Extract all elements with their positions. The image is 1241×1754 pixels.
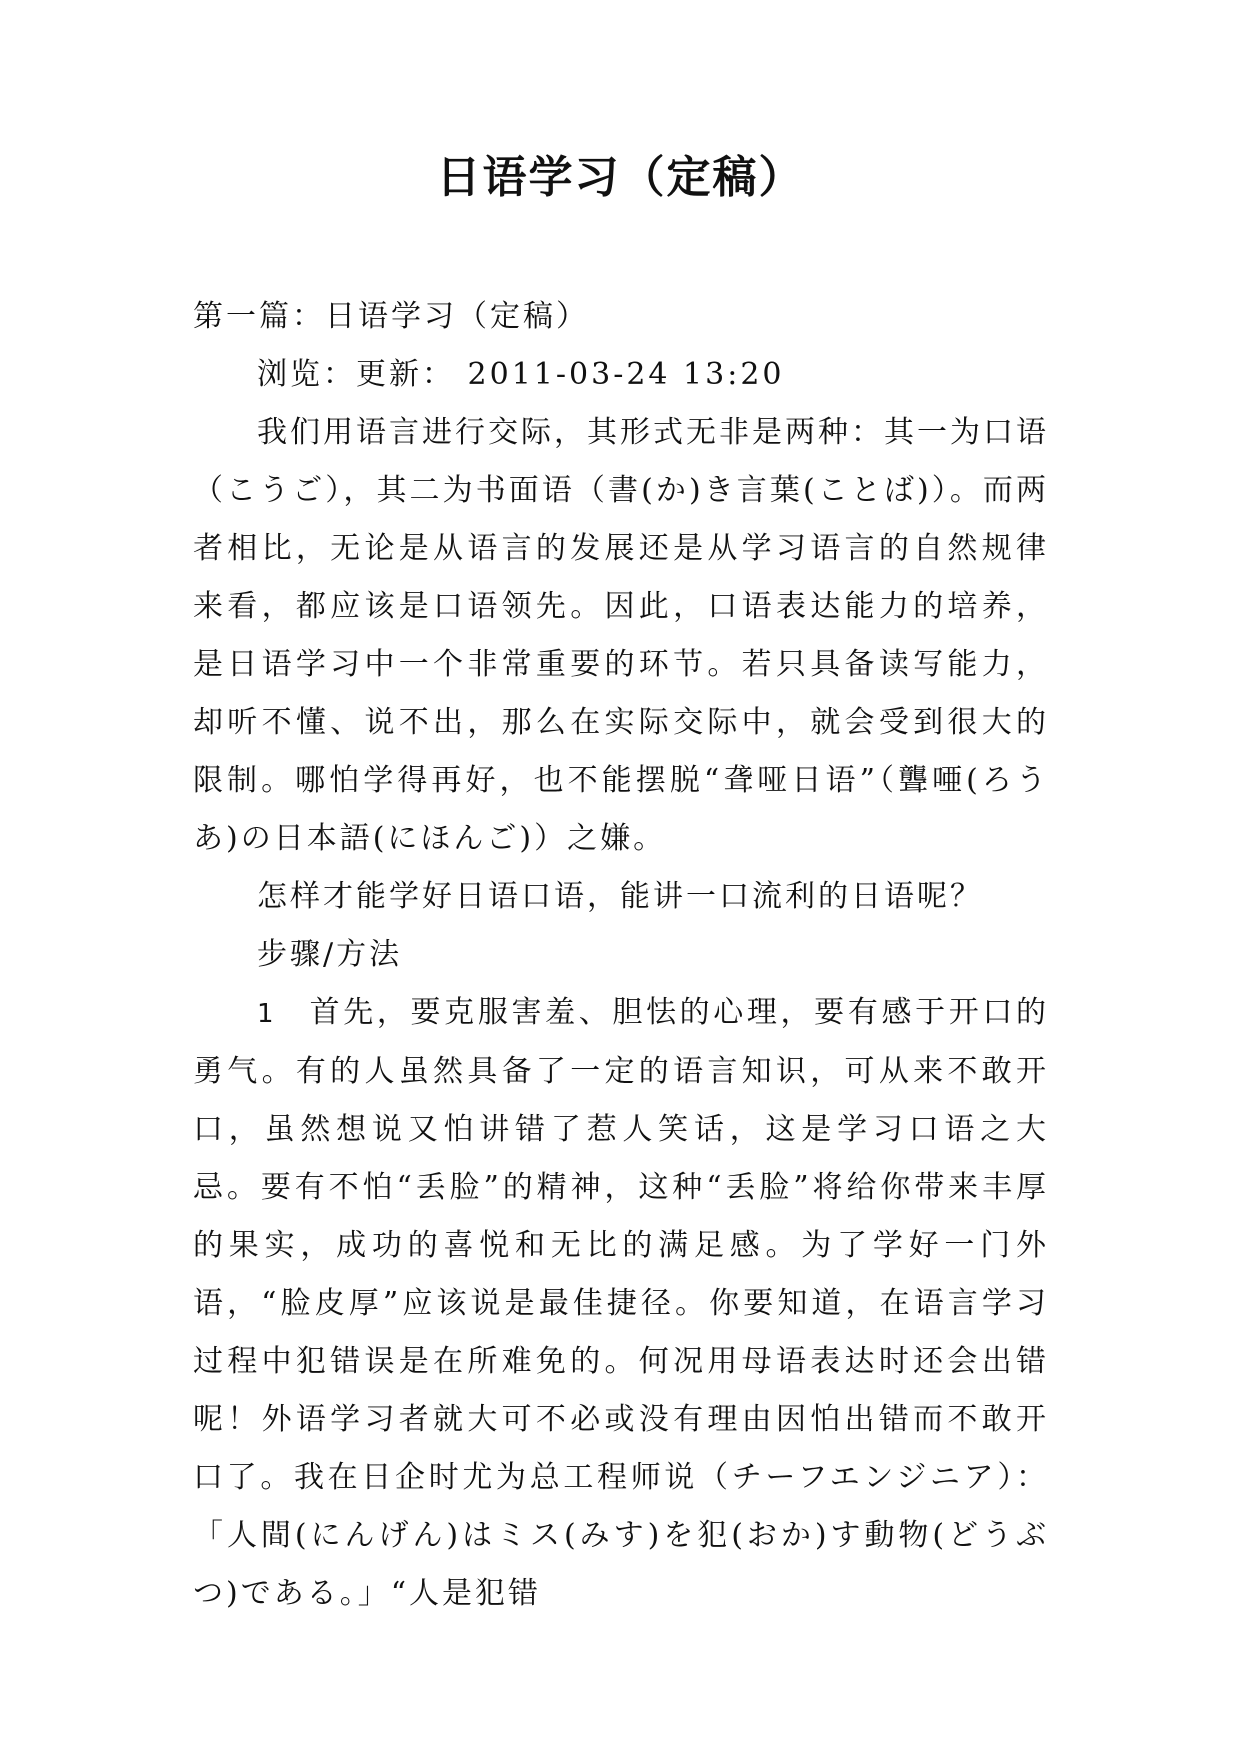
section-heading: 第一篇：日语学习（定稿） [193, 299, 589, 334]
step-1-paragraph [193, 984, 1049, 1623]
paragraph-intro: 我们用语言进行交际，其形式无非是两种：其一为口语（こうご），其二为书面语（書(か)き言葉(ことば)）。而两者相比，无论是从语言的发展还是从学习语言的自然规律来看，都应该是口语领先。因此，口语表达能力的培养，是日语学习中一个非常重要的环节。若只具备读写能力，却听不懂、说不出，那么在实际交际中，就会受到很大的限制。哪怕学得再好，也不能摆脱“聋哑日语”（聾唖(ろうあ)の日本語(にほんご)）之嫌。 [193, 415, 1049, 856]
paragraph-question: 怎样才能学好日语口语，能讲一口流利的日语呢？ [257, 879, 983, 914]
document-title: 日语学习（定稿） [436, 152, 805, 203]
step-1-text: 首先，要克服害羞、胆怯的心理，要有感于开口的勇气。有的人虽然具备了一定的语言知识，可从来不敢开口，虽然想说又怕讲错了惹人笑话，这是学习口语之大忌。要有不怕“丢脸”的精神，这种“丢脸”将给你带来丰厚的果实，成功的喜悦和无比的满足感。为了学好一门外语，“脸皮厚”应该说是最佳捷径。你要知道，在语言学习过程中犯错误是在所难免的。何况用母语表达时还会出错呢！外语学习者就大可不必或没有理由因怕出错而不敢开口了。我在日企时尤为总工程师说（チーフエンジニア）：「人間(にんげん)はミス(みす)を犯(おか)す動物(どうぶつ)である。」“人是犯错 [193, 995, 1049, 1611]
meta-line: 浏览：更新： 2011-03-24 13:20 [257, 357, 785, 392]
steps-heading: 步骤/方法 [257, 937, 403, 972]
step-number: 1 [257, 999, 277, 1029]
document-body [193, 288, 1049, 1623]
